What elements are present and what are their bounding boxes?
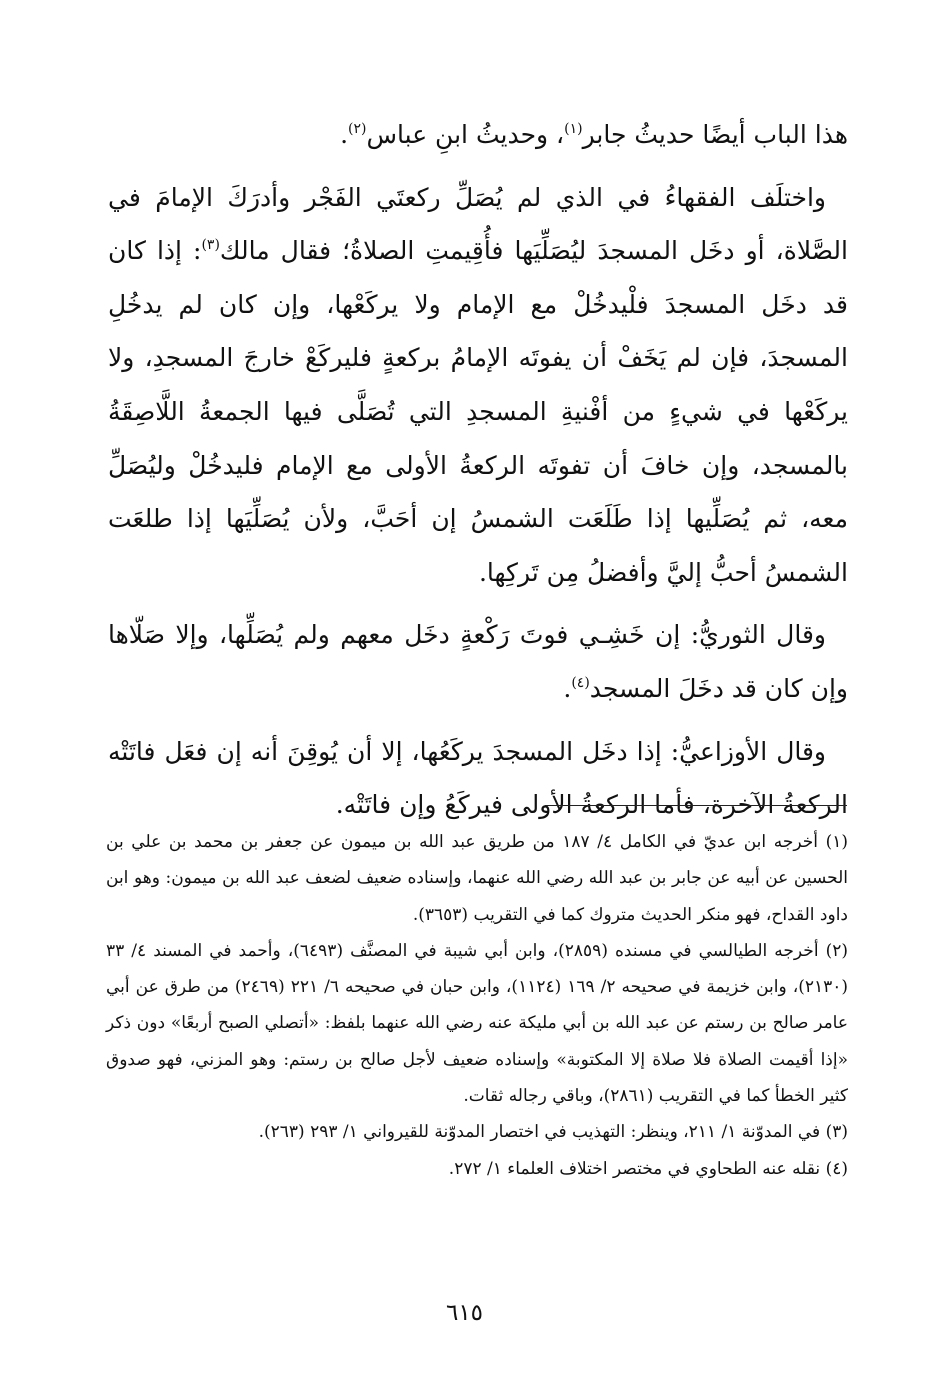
paragraph-text: . [340,120,349,149]
footnote-ref[interactable]: (٤) [571,674,590,691]
footnote-ref[interactable]: (١) [564,121,583,137]
paragraph-4 [108,725,848,832]
footnote-4: (٤) نقله عنه الطحاوي في مختصر اختلاف العلماء ١/ ٢٧٢. [448,1158,848,1179]
paragraph-text: واختلَف الفقهاءُ في الذي لم يُصَلِّ ركعتَي الفَجْر وأدرَكَ الإمامَ في الصَّلاة، أو دخَل المسجدَ ليُصَلِّيَها فأُقِيمتِ الصلاةُ؛ فقال مالك [108,182,848,266]
paragraph-3 [108,608,848,715]
paragraph-text: وقال الأوزاعيُّ: إذا دخَل المسجدَ يركَعُها، إلا أن يُوقِنَ أنه إن فعَل فاتَتْه الركعةُ الآخرة، فأما الركعةُ الأولى فيركَعُ وإن فاتَتْه. [108,736,848,820]
paragraph-text: هذا الباب أيضًا حديثُ جابر [582,120,848,149]
page-number: ٦١٥ [445,1300,484,1326]
paragraph-2 [108,171,848,600]
footnote-separator [545,805,847,806]
footnote-2: (٢) أخرجه الطيالسي في مسنده (٢٨٥٩)، وابن أبي شيبة في المصنَّف (٦٤٩٣)، وأحمد في المسند ٤/ ٣٣ (٢١٣٠)، وابن خزيمة في صحيحه ٢/ ١٦٩ (١١٢٤)، وابن حبان في صحيحه ٦/ ٢٢١ (٢٤٦٩) من طرق عن أبي عامر صالح بن رستم عن عبد الله بن أبي مليكة عنه رضي الله عنهما بلفظ: «أتصلي الصبح أربعًا» دون ذكر «إذا أقيمت الصلاة فلا صلاة إلا المكتوبة» وإسناده ضعيف لأجل صالح بن رستم: وهو المزني، فهو صدوق كثير الخطأ كما في التقريب (٢٨٦١)، وباقي رجاله ثقات. [106,940,848,1107]
paragraph-text: . [563,673,572,703]
footnote-ref[interactable]: (٣) [201,237,220,254]
paragraph-text: ، وحديثُ ابنِ عباس [366,120,565,149]
paragraph-text: وقال الثوريُّ: إن خَشِـي فوتَ رَكْعةٍ دخَل معهم ولم يُصَلِّها، وإلا صَلّاها وإن كان قد دخَلَ المسجد [108,620,848,703]
footnote-1: (١) أخرجه ابن عديّ في الكامل ٤/ ١٨٧ من طريق عبد الله بن ميمون عن جعفر بن محمد بن علي بن الحسين عن أبيه عن جابر بن عبد الله رضي الله عنهما، وإسناده ضعيف لضعف عبد الله بن ميمون: وهو ابن داود القداح، فهو منكر الحديث متروك كما في التقريب (٣٦٥٣). [106,832,848,925]
footnote-3: (٣) في المدوّنة ١/ ٢١١، وينظر: التهذيب في اختصار المدوّنة للقيرواني ١/ ٢٩٣ (٢٦٣). [258,1122,848,1143]
main-text [108,108,848,832]
paragraph-text: : إذا كان قد دخَل المسجدَ فلْيدخُلْ مع الإمام ولا يركَعْها، وإن كان لم يدخُلِ المسجدَ، فإن لم يَخَفْ أن يفوتَه الإمامُ بركعةٍ فليركَعْ خارجَ المسجدِ، ولا يركَعْها في شيءٍ من أفْنيةِ المسجدِ التي تُصَلَّى فيها الجمعةُ اللَّاصِقَةُ بالمسجد، وإن خافَ أن تفوتَه الركعةُ الأولى مع الإمام فليدخُلْ وليُصَلِّ معه، ثم يُصَلِّيها إذا طَلَعَت الشمسُ إن أحَبَّ، ولأن يُصَلِّيَها إذا طلعَت الشمسُ أحبُّ إليَّ وأفضلُ مِن تَركِها. [108,236,848,587]
footnotes [106,824,848,1187]
paragraph-1 [108,108,848,162]
footnote-ref[interactable]: (٢) [348,121,367,137]
